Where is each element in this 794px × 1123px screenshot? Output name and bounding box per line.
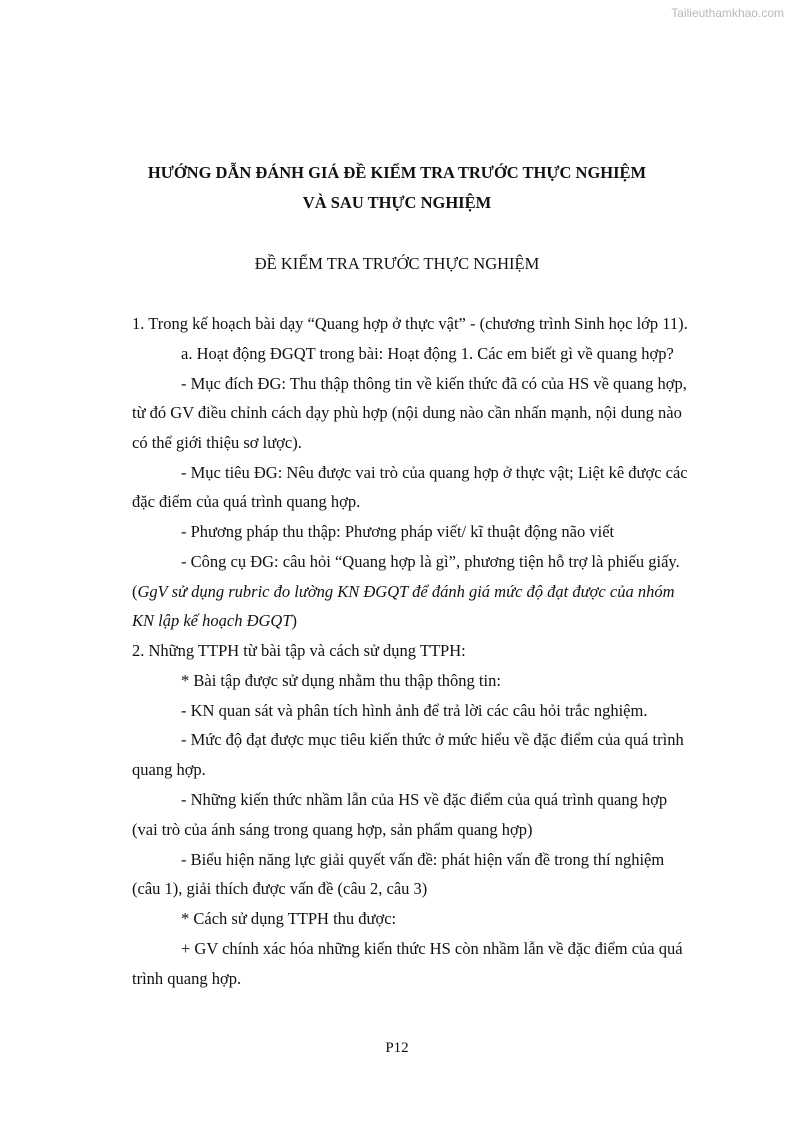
document-title-line-1: HƯỚNG DẪN ĐÁNH GIÁ ĐỀ KIỂM TRA TRƯỚC THỰC NGHIỆM <box>147 163 647 182</box>
watermark: Tailieuthamkhao.com <box>671 6 784 20</box>
body-line-10: (GgV sử dụng rubric đo lường KN ĐGQT để đánh giá mức độ đạt được của nhóm <box>132 582 675 601</box>
body-line-4: từ đó GV điều chỉnh cách dạy phù hợp (nội dung nào cần nhấn mạnh, nội dung nào <box>132 403 682 422</box>
body-line-3: - Mục đích ĐG: Thu thập thông tin về kiến thức đã có của HS về quang hợp, <box>181 374 687 393</box>
body-line-6: - Mục tiêu ĐG: Nêu được vai trò của quang hợp ở thực vật; Liệt kê được các <box>181 463 688 482</box>
body-line-1: 1. Trong kế hoạch bài dạy “Quang hợp ở thực vật” - (chương trình Sinh học lớp 11). <box>132 314 688 333</box>
document-title-line-2: VÀ SAU THỰC NGHIỆM <box>302 193 492 212</box>
body-line-14: - KN quan sát và phân tích hình ảnh để trả lời các câu hỏi trắc nghiệm. <box>181 701 648 720</box>
body-line-21: * Cách sử dụng TTPH thu được: <box>181 909 397 928</box>
body-line-13: * Bài tập được sử dụng nhằm thu thập thông tin: <box>181 671 501 690</box>
italic-note-cont: KN lập kế hoạch ĐGQT <box>132 611 292 630</box>
body-line-15: - Mức độ đạt được mục tiêu kiến thức ở mức hiểu về đặc điểm của quá trình <box>181 730 684 749</box>
body-line-9: - Công cụ ĐG: câu hỏi “Quang hợp là gì”, phương tiện hỗ trợ là phiếu giấy. <box>181 552 680 571</box>
italic-note: GgV sử dụng rubric đo lường KN ĐGQT để đánh giá mức độ đạt được của nhóm <box>137 582 675 601</box>
section-heading: ĐỀ KIỂM TRA TRƯỚC THỰC NGHIỆM <box>254 254 540 273</box>
body-line-17: - Những kiến thức nhầm lẫn của HS về đặc điểm của quá trình quang hợp <box>181 790 668 809</box>
body-line-8: - Phương pháp thu thập: Phương pháp viết/ kĩ thuật động não viết <box>181 522 615 541</box>
body-line-7: đặc điểm của quá trình quang hợp. <box>132 492 361 511</box>
body-line-11: KN lập kế hoạch ĐGQT) <box>132 611 297 630</box>
page-number: P12 <box>385 1040 409 1056</box>
body-line-19: - Biểu hiện năng lực giải quyết vấn đề: phát hiện vấn đề trong thí nghiệm <box>181 850 665 869</box>
body-line-22: + GV chính xác hóa những kiến thức HS còn nhầm lẫn về đặc điểm của quá <box>181 939 683 958</box>
body-line-16: quang hợp. <box>132 760 206 779</box>
body-line-23: trình quang hợp. <box>132 969 242 988</box>
body-line-5: có thể giới thiệu sơ lược). <box>132 433 302 452</box>
body-line-12: 2. Những TTPH từ bài tập và cách sử dụng TTPH: <box>132 641 466 660</box>
body-line-20: (câu 1), giải thích được vấn đề (câu 2, câu 3) <box>132 879 428 898</box>
body-line-2: a. Hoạt động ĐGQT trong bài: Hoạt động 1. Các em biết gì về quang hợp? <box>181 344 674 363</box>
body-line-18: (vai trò của ánh sáng trong quang hợp, sản phẩm quang hợp) <box>132 820 533 839</box>
